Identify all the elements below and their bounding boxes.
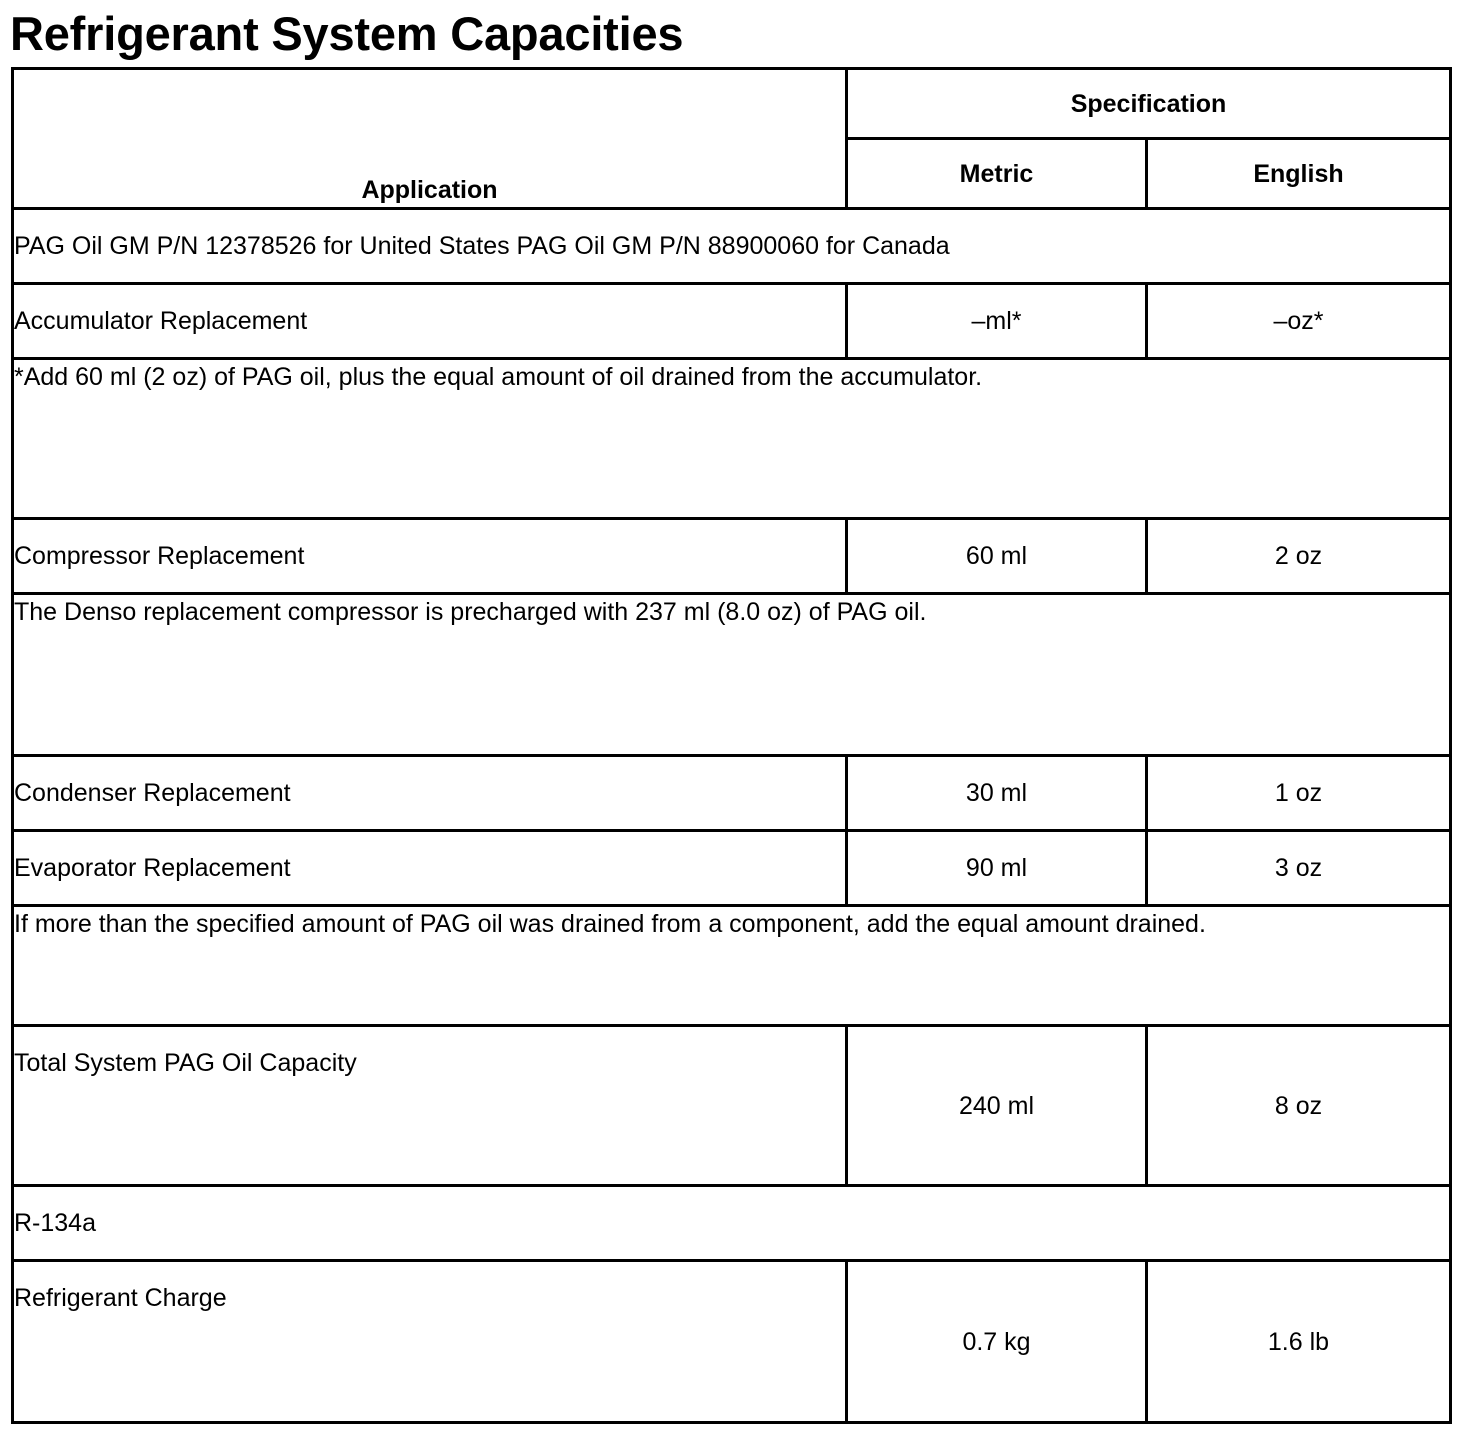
accumulator-metric: –ml* — [847, 284, 1147, 359]
evaporator-application: Evaporator Replacement — [13, 831, 847, 906]
total-english: 8 oz — [1147, 1026, 1451, 1186]
compressor-metric: 60 ml — [847, 519, 1147, 594]
charge-english: 1.6 lb — [1147, 1261, 1451, 1423]
application-header: Application — [13, 69, 847, 209]
table-row — [13, 831, 1451, 906]
table-row — [13, 1026, 1451, 1186]
page-title: Refrigerant System Capacities — [10, 7, 684, 60]
condenser-english: 1 oz — [1147, 756, 1451, 831]
accumulator-english: –oz* — [1147, 284, 1451, 359]
table-row — [13, 594, 1451, 756]
english-header: English — [1147, 139, 1451, 209]
table-row — [13, 756, 1451, 831]
condenser-application: Condenser Replacement — [13, 756, 847, 831]
metric-header: Metric — [847, 139, 1147, 209]
total-metric: 240 ml — [847, 1026, 1147, 1186]
total-application: Total System PAG Oil Capacity — [13, 1026, 847, 1186]
condenser-metric: 30 ml — [847, 756, 1147, 831]
drained-note-text: If more than the specified amount of PAG oil was drained from a component, add the equal amount drained. — [14, 910, 1206, 938]
compressor-note: The Denso replacement compressor is precharged with 237 ml (8.0 oz) of PAG oil. — [13, 594, 1451, 756]
header-row — [13, 69, 1451, 139]
refrigerant-type: R-134a — [13, 1186, 1451, 1261]
capacities-table — [11, 67, 1452, 1424]
charge-application: Refrigerant Charge — [13, 1261, 847, 1423]
compressor-english: 2 oz — [1147, 519, 1451, 594]
table-row — [13, 1261, 1451, 1423]
accumulator-note: *Add 60 ml (2 oz) of PAG oil, plus the equal amount of oil drained from the accumulator. — [13, 359, 1451, 519]
specification-header: Specification — [847, 69, 1451, 139]
evaporator-metric: 90 ml — [847, 831, 1147, 906]
charge-metric: 0.7 kg — [847, 1261, 1147, 1423]
table-row — [13, 209, 1451, 284]
pag-oil-note: PAG Oil GM P/N 12378526 for United States PAG Oil GM P/N 88900060 for Canada — [13, 209, 1451, 284]
accumulator-application: Accumulator Replacement — [13, 284, 847, 359]
evaporator-english: 3 oz — [1147, 831, 1451, 906]
drained-note — [13, 906, 1451, 1026]
table-row — [13, 284, 1451, 359]
table-row — [13, 359, 1451, 519]
table-row — [13, 519, 1451, 594]
table-row — [13, 1186, 1451, 1261]
table-row — [13, 906, 1451, 1026]
compressor-application: Compressor Replacement — [13, 519, 847, 594]
